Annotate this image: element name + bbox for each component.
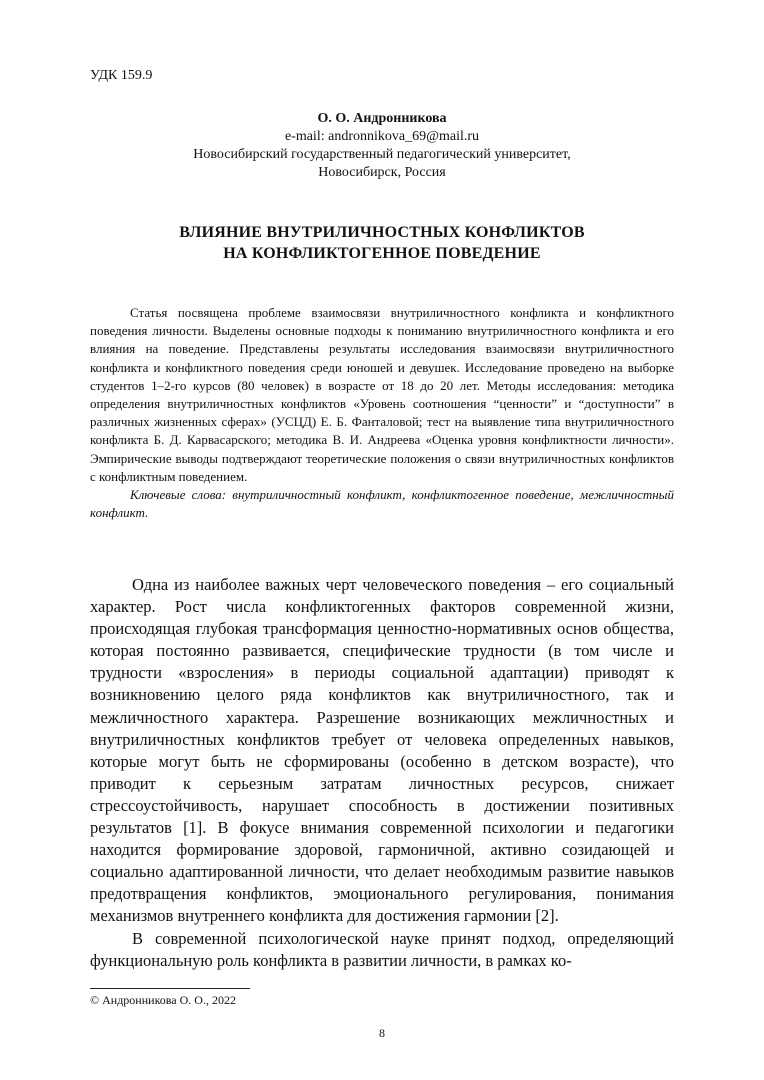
body-paragraph-1: Одна из наиболее важных черт человеческого поведения – его социальный характер. Рост числа конфликтогенных факторов современной жизни, происходящая глубокая трансформация ценностно-нормативных основ общества, которая постоянно развивается, специфические трудности (в том числе и трудности «взросления» в периоды социальной адаптации) приводят к возникновению целого ряда конфликтов как внутриличностного, так и межличностного характера. Разрешение возникающих межличностных и внутриличностных конфликтов требует от человека определенных навыков, которые могут быть не сформированы (особенно в детском возрасте), что приводит к серьезным затратам личностных ресурсов, снижает стрессоустойчивость, нарушает способность в достижении позитивных результатов [1]. В фокусе внимания современной психологии и педагогики находится формирование здоровой, гармоничной, активно созидающей и социально адаптированной личности, что делает необходимым развитие навыков предотвращения конфликтов, эмоционального регулирования, понимания механизмов внутреннего конфликта для достижения гармонии [2]. — [90, 575, 674, 926]
copyright-footnote: © Андронникова О. О., 2022 — [90, 993, 236, 1007]
keywords: Ключевые слова: внутриличностный конфликт, конфликтогенное поведение, межличностный конфликт. — [90, 487, 674, 521]
body-text — [90, 574, 674, 972]
title-line-1: ВЛИЯНИЕ ВНУТРИЛИЧНОСТНЫХ КОНФЛИКТОВ — [179, 224, 585, 241]
author-email: e-mail: andronnikova_69@mail.ru — [284, 129, 480, 144]
author-location: Новосибирск, Россия — [318, 165, 446, 180]
page-number: 8 — [379, 1026, 385, 1040]
author-block — [0, 110, 764, 182]
body-paragraph-2: В современной психологической науке принят подход, определяющий функциональную роль конфликта в развитии личности, в рамках ко- — [90, 928, 674, 970]
abstract-text: Статья посвящена проблеме взаимосвязи внутриличностного конфликта и конфликтного поведения личности. Выделены основные подходы к пониманию внутриличностного конфликта и его влияния на поведение. Представлены результаты исследования взаимосвязи внутриличностного конфликта и конфликтного поведения среди юношей и девушек. Исследование проведено на выборке студентов 1–2-го курсов (80 человек) в возрасте от 18 до 20 лет. Методы исследования: методика определения внутриличностных конфликтов «Уровень соотношения “ценности” и “доступности” в различных жизненных сферах» (УСЦД) Е. Б. Фанталовой; тест на выявление типа внутриличностного конфликта Б. Д. Карвасарского; методика В. И. Андреева «Оценка уровня конфликтности личности». Эмпирические выводы подтверждают теоретические положения о связи внутриличностных конфликтов с конфликтным поведением. — [90, 305, 674, 484]
footnote-divider — [90, 988, 250, 989]
article-title — [0, 222, 764, 264]
author-affiliation: Новосибирский государственный педагогический университет, — [193, 147, 571, 162]
abstract — [90, 304, 674, 522]
title-line-2: НА КОНФЛИКТОГЕННОЕ ПОВЕДЕНИЕ — [223, 245, 541, 262]
author-name: О. О. Андронникова — [317, 111, 447, 126]
udk-code: УДК 159.9 — [90, 68, 153, 83]
